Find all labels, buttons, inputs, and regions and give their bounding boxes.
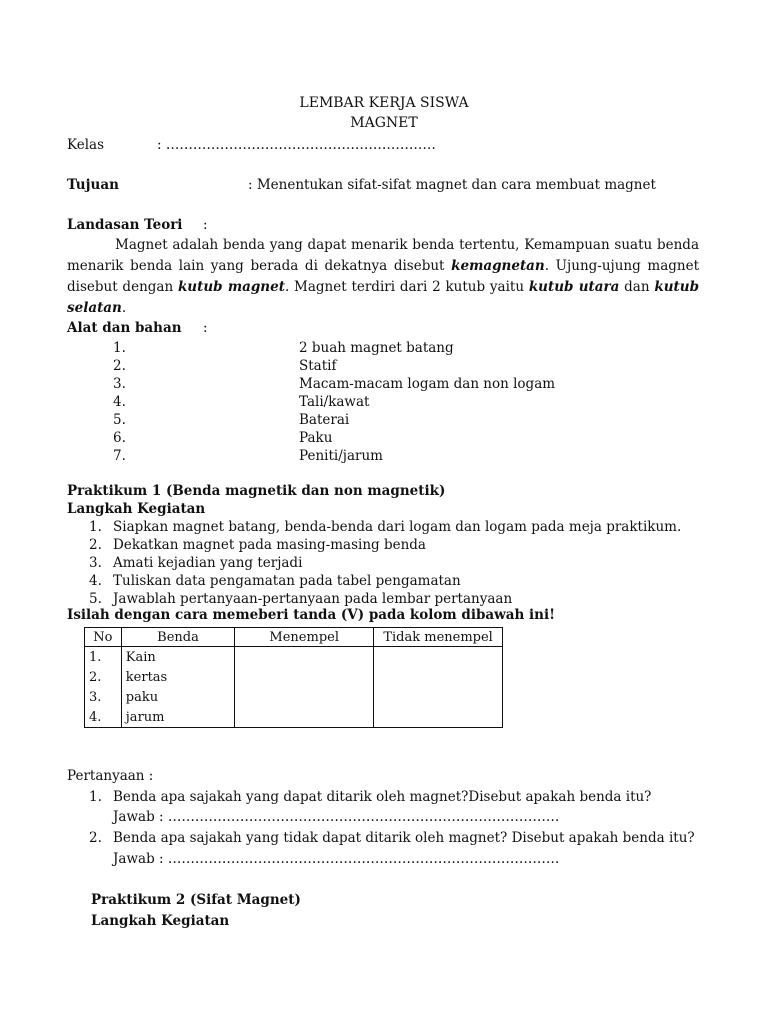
step-text: Jawablah pertanyaan-pertanyaan pada lembar pertanyaan <box>113 591 513 607</box>
alat-item-text: Peniti/jarum <box>299 448 383 464</box>
question-number: 2. <box>89 830 102 846</box>
kelas-label: Kelas <box>67 137 105 153</box>
praktikum2-langkah: Langkah Kegiatan <box>91 913 230 929</box>
term-kemagnetan: kemagnetan <box>451 258 545 274</box>
alat-item-number: 7. <box>113 448 126 464</box>
table-row <box>85 647 503 668</box>
step-number: 1. <box>89 519 102 535</box>
alat-label: Alat dan bahan <box>67 320 182 336</box>
step-text: Siapkan magnet batang, benda-benda dari logam dan logam pada meja praktikum. <box>113 519 682 535</box>
header-menempel: Menempel <box>235 628 374 647</box>
table-row <box>85 667 503 687</box>
tidak-menempel-cell[interactable] <box>374 667 503 687</box>
question-text: Benda apa sajakah yang dapat ditarik oleh magnet?Disebut apakah benda itu? <box>113 789 652 805</box>
observation-table <box>84 627 503 728</box>
question-number: 1. <box>89 789 102 805</box>
alat-item-number: 2. <box>113 358 126 374</box>
answer-field[interactable]: Jawab : …………………………………………………………………………… <box>113 809 560 825</box>
landasan-label: Landasan Teori <box>67 217 183 233</box>
row-benda: kertas <box>121 667 234 687</box>
tidak-menempel-cell[interactable] <box>374 707 503 728</box>
alat-item-number: 4. <box>113 394 126 410</box>
alat-item-text: Baterai <box>299 412 350 428</box>
menempel-cell[interactable] <box>235 707 374 728</box>
tidak-menempel-cell[interactable] <box>374 647 503 668</box>
page-title: LEMBAR KERJA SISWA <box>299 95 469 111</box>
tujuan-label: Tujuan <box>67 177 119 193</box>
landasan-colon: : <box>203 217 208 233</box>
header-tidak-menempel: Tidak menempel <box>374 628 503 647</box>
row-benda: paku <box>121 687 234 707</box>
tidak-menempel-cell[interactable] <box>374 687 503 707</box>
menempel-cell[interactable] <box>235 687 374 707</box>
alat-item-text: Paku <box>299 430 333 446</box>
pertanyaan-label: Pertanyaan : <box>67 768 154 784</box>
row-benda: jarum <box>121 707 234 728</box>
alat-item-text: Tali/kawat <box>299 394 370 410</box>
answer-field[interactable]: Jawab : …………………………………………………………………………… <box>113 851 560 867</box>
term-kutub-utara: kutub utara <box>528 279 620 295</box>
menempel-cell[interactable] <box>235 647 374 668</box>
table-row <box>85 687 503 707</box>
praktikum1-langkah: Langkah Kegiatan <box>67 501 206 517</box>
step-text: Tuliskan data pengamatan pada tabel pengamatan <box>113 573 461 589</box>
term-kutub-magnet: kutub magnet <box>177 279 285 295</box>
landasan-paragraph: Magnet adalah benda yang dapat menarik benda tertentu, Kemampuan suatu benda menarik benda lain yang berada di dekatnya disebut kemagnetan. Ujung-ujung magnet disebut dengan kutub magnet. Magnet terdiri dari 2 kutub yaitu kutub utara dan kutub selatan. <box>67 237 700 316</box>
step-text: Amati kejadian yang terjadi <box>113 555 303 571</box>
page-subtitle: MAGNET <box>350 115 418 131</box>
alat-item-number: 5. <box>113 412 126 428</box>
term-kutub-selatan: kutub selatan <box>67 279 700 316</box>
alat-item-text: Statif <box>299 358 337 374</box>
alat-item-number: 6. <box>113 430 126 446</box>
row-no: 3. <box>85 687 122 707</box>
step-number: 2. <box>89 537 102 553</box>
row-no: 1. <box>85 647 122 668</box>
row-benda: Kain <box>121 647 234 668</box>
step-number: 5. <box>89 591 102 607</box>
row-no: 4. <box>85 707 122 728</box>
tujuan-value: : Menentukan sifat-sifat magnet dan cara membuat magnet <box>248 177 656 193</box>
step-text: Dekatkan magnet pada masing-masing benda <box>113 537 426 553</box>
praktikum1-title: Praktikum 1 (Benda magnetik dan non magnetik) <box>67 483 446 499</box>
alat-item-number: 1. <box>113 340 126 356</box>
menempel-cell[interactable] <box>235 667 374 687</box>
praktikum2-title: Praktikum 2 (Sifat Magnet) <box>91 892 301 908</box>
row-no: 2. <box>85 667 122 687</box>
alat-item-text: Macam-macam logam dan non logam <box>299 376 556 392</box>
step-number: 4. <box>89 573 102 589</box>
table-row <box>85 707 503 728</box>
step-number: 3. <box>89 555 102 571</box>
header-benda: Benda <box>121 628 234 647</box>
alat-colon: : <box>203 320 208 336</box>
alat-item-text: 2 buah magnet batang <box>299 340 454 356</box>
table-instruction: Isilah dengan cara memeberi tanda (V) pada kolom dibawah ini! <box>67 607 556 623</box>
kelas-field[interactable]: : …………………………………………………… <box>157 137 436 153</box>
question-text: Benda apa sajakah yang tidak dapat ditarik oleh magnet? Disebut apakah benda itu? <box>113 830 695 846</box>
header-no: No <box>85 628 122 647</box>
alat-item-number: 3. <box>113 376 126 392</box>
table-header-row <box>85 628 503 647</box>
